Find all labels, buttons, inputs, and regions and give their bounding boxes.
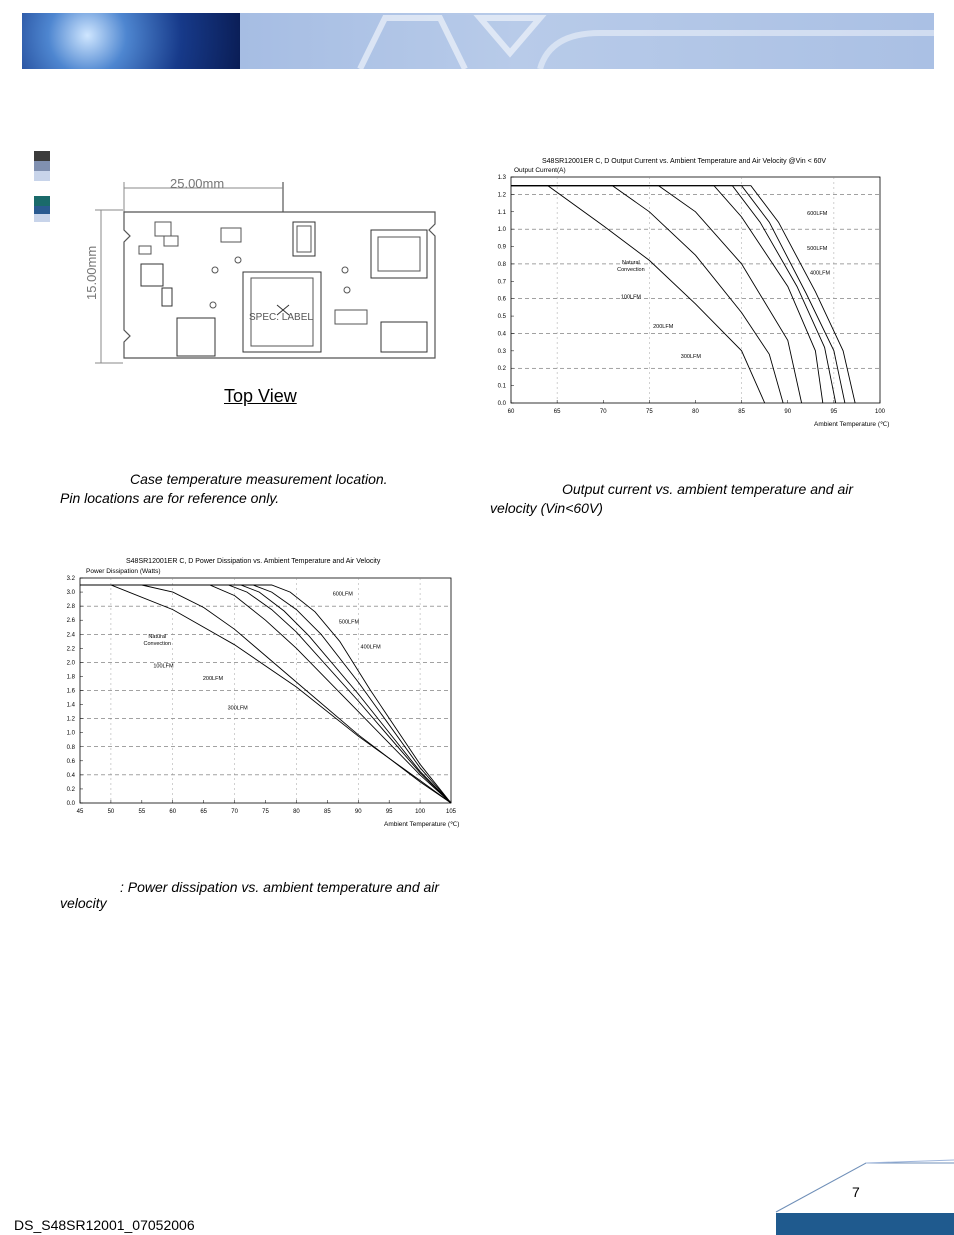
chart2-annotation: 400LFM: [360, 644, 381, 651]
chart1-series-line: [511, 186, 855, 403]
chart2-annotation: Convection: [143, 640, 172, 647]
figure2-caption-line2: velocity (Vin<60V): [490, 500, 603, 516]
footer-bar: [776, 1213, 954, 1235]
chart2-annotation: 600LFM: [332, 591, 353, 598]
chart2-annotation: 100LFM: [153, 663, 174, 670]
chart2-xlabel: Ambient Temperature (℃): [384, 821, 460, 828]
chart2-xtick-label: 60: [169, 809, 177, 815]
chart1-annotation: 300LFM: [680, 353, 701, 360]
chart2-xtick-label: 100: [415, 809, 426, 815]
chart1-ytick-label: 0.4: [497, 331, 506, 338]
chart2-ytick-label: 2.4: [66, 632, 75, 639]
power-dissipation-chart: [58, 553, 468, 833]
figure1-caption-line1: Case temperature measurement location.: [130, 471, 388, 487]
chart1-xtick-label: 60: [507, 409, 515, 415]
header-decoration: [240, 13, 934, 69]
chart1-plot-area: [498, 175, 886, 415]
chart1-annotation: 200LFM: [653, 324, 674, 331]
header-logo-area: [240, 13, 934, 69]
chart2-ytick-label: 2.2: [66, 646, 75, 653]
figure3-caption-line2: velocity: [60, 895, 107, 911]
chart2-ytick-label: 1.0: [66, 730, 75, 737]
figure3-caption-line1: : Power dissipation vs. ambient temperature and air: [120, 879, 440, 895]
chart2-series-line: [80, 585, 451, 803]
dim-height-label: 15.00mm: [84, 245, 99, 300]
chart1-xlabel: Ambient Temperature (℃): [814, 421, 890, 428]
chart1-ytick-label: 0.1: [497, 383, 506, 390]
chart2-ytick-label: 3.2: [66, 576, 75, 582]
chart1-ytick-label: 0.6: [497, 296, 506, 303]
chart1-ytick-label: 1.1: [497, 209, 506, 216]
chart2-series-line: [80, 585, 451, 803]
chart1-ytick-label: 0.2: [497, 366, 506, 373]
chart2-ytick-label: 1.2: [66, 716, 75, 723]
dim-width-label: 25.00mm: [170, 176, 225, 191]
figure3-caption: [60, 878, 439, 913]
spec-label-text: SPEC. LABEL: [249, 312, 313, 323]
chart1-ytick-label: 0.8: [497, 261, 506, 268]
chart1-ytick-label: 0.5: [497, 314, 506, 321]
chart1-ytick-label: 0.9: [497, 244, 506, 251]
legend-square-mid: [34, 161, 50, 171]
figure2-caption-line1: Output current vs. ambient temperature and air: [562, 481, 854, 497]
chart2-ylabel: Power Dissipation (Watts): [86, 568, 161, 575]
chart1-annotation: 400LFM: [809, 270, 831, 277]
chart1-annotation: 500LFM: [807, 246, 828, 253]
chart2-ytick-label: 2.6: [66, 618, 75, 625]
output-current-chart: [488, 152, 898, 432]
chart1-ytick-label: 0.7: [497, 279, 506, 286]
chart2-xtick-label: 50: [107, 809, 115, 815]
chart1-annotation: 600LFM: [807, 211, 828, 218]
chart2-ytick-label: 2.8: [66, 604, 75, 611]
figure1-caption: [60, 470, 388, 508]
chart1-ytick-label: 1.0: [497, 227, 506, 234]
legend-square-light: [34, 171, 50, 181]
chart2-series-line: [80, 585, 451, 803]
chart2-xtick-label: 85: [323, 809, 331, 815]
chart2-xtick-label: 65: [200, 809, 208, 815]
figure1-caption-line2: Pin locations are for reference only.: [60, 490, 280, 506]
page-number: 7: [852, 1184, 860, 1200]
chart1-ytick-label: 0.0: [497, 401, 506, 407]
chart1-xtick-label: 90: [784, 409, 792, 415]
chart2-ytick-label: 0.6: [66, 758, 75, 765]
board-top-view-drawing: [84, 170, 455, 375]
chart2-series-line: [80, 585, 451, 803]
chart2-ytick-label: 0.4: [66, 772, 75, 779]
chart2-xtick-label: 55: [138, 809, 146, 815]
chart2-ytick-label: 3.0: [66, 590, 75, 597]
chart2-xtick-label: 105: [445, 809, 457, 815]
chart1-series-line: [511, 186, 836, 403]
chart1-ylabel: Output Current(A): [514, 167, 566, 174]
chart1-annotation: Natural: [622, 259, 640, 266]
chart1-xtick-label: 65: [553, 409, 561, 415]
figure2-caption: [490, 480, 853, 518]
header-photo: [22, 13, 240, 69]
chart1-xtick-label: 85: [738, 409, 745, 415]
chart2-xtick-label: 90: [354, 809, 362, 815]
chart1-ytick-label: 1.2: [497, 192, 506, 199]
footer-decoration: [776, 1158, 954, 1214]
chart2-ytick-label: 1.8: [66, 674, 75, 681]
chart2-annotation: 200LFM: [202, 675, 224, 682]
chart2-series-line: [80, 585, 451, 803]
chart1-xtick-label: 75: [646, 409, 653, 415]
chart2-ytick-label: 0.0: [66, 801, 75, 807]
chart2-plot-area: [67, 576, 457, 815]
chart1-xtick-label: 100: [874, 409, 886, 415]
chart2-annotation: Natural: [148, 633, 167, 640]
chart2-title: S48SR12001ER C, D Power Dissipation vs. Ambient Temperature and Air Velocity: [126, 558, 381, 565]
chart2-xtick-label: 80: [293, 809, 300, 815]
chart2-series-line: [80, 585, 451, 803]
header-banner: [22, 13, 934, 69]
chart1-annotation: 100LFM: [620, 294, 642, 301]
chart1-xtick-label: 95: [830, 409, 838, 415]
chart1-title: S48SR12001ER C, D Output Current vs. Ambient Temperature and Air Velocity @Vin < 60V: [542, 158, 827, 165]
chart2-annotation: 300LFM: [227, 705, 248, 712]
chart2-series-line: [80, 585, 451, 803]
chart2-xtick-label: 70: [231, 809, 238, 815]
chart1-xtick-label: 70: [599, 409, 607, 415]
chart1-ytick-label: 0.3: [497, 348, 506, 355]
chart2-ytick-label: 0.8: [66, 744, 75, 751]
chart2-ytick-label: 1.4: [66, 702, 75, 709]
chart1-xtick-label: 80: [692, 409, 699, 415]
chart2-ytick-label: 2.0: [66, 660, 75, 667]
legend-square-dark: [34, 151, 50, 161]
chart1-annotation: Convection: [617, 266, 645, 273]
chart2-xtick-label: 95: [385, 809, 393, 815]
legend-square-teal: [34, 196, 50, 206]
legend-square-pale: [34, 214, 50, 222]
chart2-ytick-label: 0.2: [66, 786, 75, 793]
chart2-xtick-label: 75: [262, 809, 269, 815]
top-view-label: Top View: [224, 386, 297, 406]
document-id: DS_S48SR12001_07052006: [14, 1217, 195, 1233]
chart2-ytick-label: 1.6: [66, 688, 75, 695]
chart2-annotation: 500LFM: [338, 619, 360, 626]
chart1-ytick-label: 1.3: [497, 175, 506, 181]
chart2-xtick-label: 45: [76, 809, 84, 815]
